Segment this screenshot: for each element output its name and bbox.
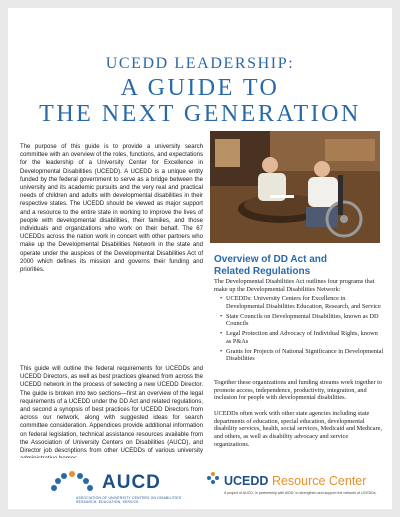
list-item: • Grants for Projects of National Significance in Developmental Disabilities	[220, 348, 384, 363]
title-line-2: A GUIDE TO	[120, 75, 280, 101]
resource-center-suffix: Resource Center	[271, 474, 367, 488]
aucd-tagline: ASSOCIATION OF UNIVERSITY CENTERS ON DISABILITIES	[76, 496, 182, 500]
program-list	[220, 295, 384, 365]
aucd-name: AUCD	[102, 472, 161, 493]
footer	[8, 458, 392, 509]
resource-center-logo-icon	[205, 470, 221, 486]
intro-paragraph-2: This guide will outline the federal requirements for UCEDDs and UCEDD Directors, as well as best practices gleaned from across the UCEDD network in the process of selecting a new UCEDD Director. The guide is broken into two sections—first an overview of the legal requirements of a UCEDD under the DD Act and related regulations, and second a synopsis of best practices for UCEDD Directors from across our network, along with suggested ideas for search committee consideration. Appendices provide additional information on federal legislation, technical assistance resources available from the Association of University Centers on Disabilities (AUCD), and Director job descriptions from other UCEDDs of various university	[20, 366, 203, 455]
title-line-3: THE NEXT GENERATION	[39, 101, 361, 128]
resource-center-name	[224, 474, 366, 488]
resource-center-prefix: UCEDD	[224, 474, 269, 488]
title-line-1: UCEDD LEADERSHIP:	[105, 55, 295, 72]
resource-center-tagline: A project of AUCD, in partnership with AIDD, to strengthen and support the network of UCEDDs.	[224, 491, 377, 495]
section-lead: The Developmental Disabilities Act outlines four programs that make up the Developmental Disabilities Network:	[214, 278, 375, 293]
title-lines-2-3	[8, 75, 392, 128]
aucd-motto: RESEARCH, EDUCATION, SERVICE	[76, 500, 139, 504]
section-together: Together these organizations and funding streams work together to promote access, independence, productivity, integration, and inclusion for people with developmental disabilities.	[214, 379, 383, 402]
document-page	[8, 8, 392, 509]
section-often: UCEDDs often work with other state agencies including state departments of education, special education, developmental disability services, health, social services, Medicaid and Medicare, and others, as well as disability advocacy and service organizations.	[214, 410, 383, 448]
intro-paragraph-1: The purpose of this guide is to provide a university search committee with an overview of the roles, functions, and expectations for the leadership of a University Center for Excellence in Developmental Disabilities (UCEDD). A UCEDD is a unique entity funded by the federal government to serve as a bridge between the university and its academic pursuits and the very real and practical needs of children and adults with developmental disabilities in their respective states. The UCEDD should be viewed as major support and a resource to the entire state in working to improve the lives of people with developmental disabilities, their families, and those individuals and organizations who work on their behalf. The 67 UCEDDs across the nation work in concert with other partners who make up the Developmental Disabilities Network in the state and operate under the auspices of the Developmental Disabilities Act of 2000 which defines its mission and governs their funding and priorities.	[20, 144, 203, 274]
aucd-tagline-block	[76, 496, 181, 504]
section-heading	[214, 254, 327, 278]
section-heading-line-2: Related Regulations	[214, 266, 311, 277]
list-item: • State Councils on Developmental Disabilities, known as DD Councils	[220, 313, 384, 328]
meeting-photo	[210, 131, 380, 243]
section-heading-line-1: Overview of DD Act and	[214, 254, 327, 265]
list-item: • UCEDDs: University Centers for Excellence in Developmental Disabilities Education, Research, and Service	[220, 295, 384, 310]
list-item: • Legal Protection and Advocacy of Individual Rights, known as P&As	[220, 330, 384, 345]
aucd-logo-icon	[48, 464, 96, 494]
